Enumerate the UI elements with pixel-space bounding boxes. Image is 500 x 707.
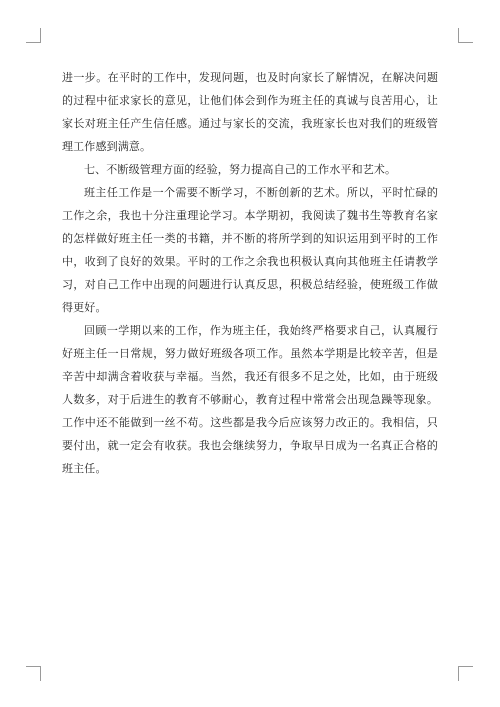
paragraph-learning: 班主任工作是一个需要不断学习，不断创新的艺术。所以，平时忙碌的工作之余，我也十分注重理论学习。本学期初，我阅读了魏书生等教育名家的怎样做好班主任一类的书籍，并不断的将所学到的知识运用到平时的工作中，收到了良好的效果。平时的工作之余我也积极认真向其他班主任请教学习，对自己工作中出现的问题进行认真反思，积极总结经验，使班级工作做得更好。 (62, 186, 438, 314)
crop-mark-top-right (458, 28, 473, 43)
paragraph-review: 回顾一学期以来的工作，作为班主任，我始终严格要求自己，认真履行好班主任一日常规，努力做好班级各项工作。虽然本学期是比较辛苦，但是辛苦中却满含着收获与幸福。当然，我还有很多不足之处，比如，由于班级人数多，对于后进生的教育不够耐心，教育过程中常常会出现急躁等现象。工作中还不能做到一丝不苟。这些都是我今后应该努力改正的。我相信，只要付出，就一定会有收获。我也会继续努力，争取早日成为一名真正合格的班主任。 (62, 324, 438, 475)
crop-mark-bottom-right (458, 666, 473, 681)
crop-mark-top-left (26, 28, 41, 43)
paragraph-continuation: 进一步。在平时的工作中，发现问题，也及时向家长了解情况，在解决问题的过程中征求家长的意见，让他们体会到作为班主任的真诚与良苦用心，让家长对班主任产生信任感。通过与家长的交流，我班家长也对我们的班级管理工作感到满意。 (62, 71, 438, 153)
document-body (62, 66, 438, 480)
section-heading-seven: 七、不断级管理方面的经验，努力提高自己的工作水平和艺术。 (84, 163, 397, 176)
crop-mark-bottom-left (26, 666, 41, 681)
